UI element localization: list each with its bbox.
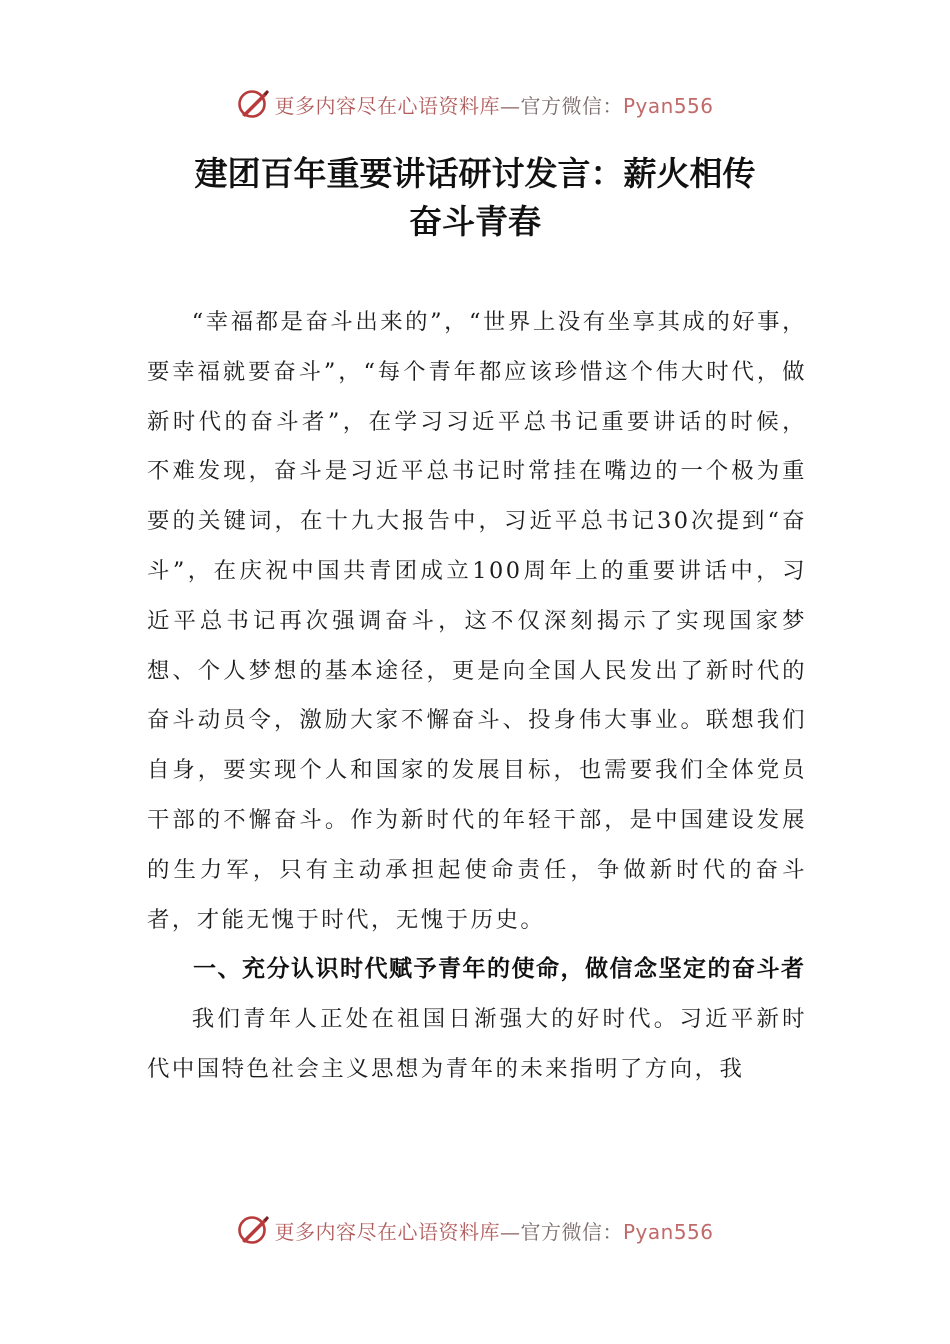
watermark-wechat-label: 官方微信： <box>520 93 623 118</box>
watermark-banner-top <box>0 84 950 124</box>
title-line-1: 建团百年重要讲话研讨发言：薪火相传 <box>194 154 756 193</box>
document-title <box>0 150 950 246</box>
section-heading-1: 一、充分认识时代赋予青年的使命，做信念坚定的奋斗者 <box>193 956 806 983</box>
paragraph-1: “幸福都是奋斗出来的”，“世界上没有坐享其成的好事，要幸福就要奋斗”，“每个青年都应该珍惜这个伟大时代，做新时代的奋斗者”，在学习习近平总书记重要讲话的时候，不难发现，奋斗是习近平总书记时常挂在嘴边的一个极为重要的关键词，在十九大报告中，习近平总书记30次提到“奋斗”，在庆祝中国共青团成立100周年上的重要讲话中，习近平总书记再次强调奋斗，这不仅深刻揭示了实现国家梦想、个人梦想的基本途径，更是向全国人民发出了新时代的奋斗动员令，激励大家不懈奋斗、投身伟大事业。联想我们自身，要实现个人和国家的发展目标，也需要我们全体党员干部的不懈奋斗。作为新时代的年轻干部，是中国建设发展的生力军，只有主动承担起使命责任，争做新时代的奋斗者，才能无愧于时代，无愧于历史。 <box>147 309 807 933</box>
watermark-wechat-label: 官方微信： <box>520 1219 623 1244</box>
watermark-text <box>274 1216 713 1245</box>
watermark-wechat-id: Pyan556 <box>622 1219 714 1244</box>
document-body <box>147 298 807 1095</box>
watermark-separator: — <box>499 1219 521 1244</box>
watermark-banner-bottom <box>0 1210 950 1250</box>
watermark-brand: 更多内容尽在心语资料库 <box>274 1219 500 1244</box>
title-line-2: 奋斗青春 <box>409 202 541 241</box>
watermark-wechat-id: Pyan556 <box>622 93 714 118</box>
watermark-separator: — <box>499 93 521 118</box>
pen-logo-icon <box>236 1213 270 1247</box>
paragraph-2: 我们青年人正处在祖国日渐强大的好时代。习近平新时代中国特色社会主义思想为青年的未来指明了方向，我 <box>147 1006 807 1082</box>
pen-logo-icon <box>236 87 270 121</box>
watermark-text <box>274 90 713 119</box>
watermark-brand: 更多内容尽在心语资料库 <box>274 93 500 118</box>
